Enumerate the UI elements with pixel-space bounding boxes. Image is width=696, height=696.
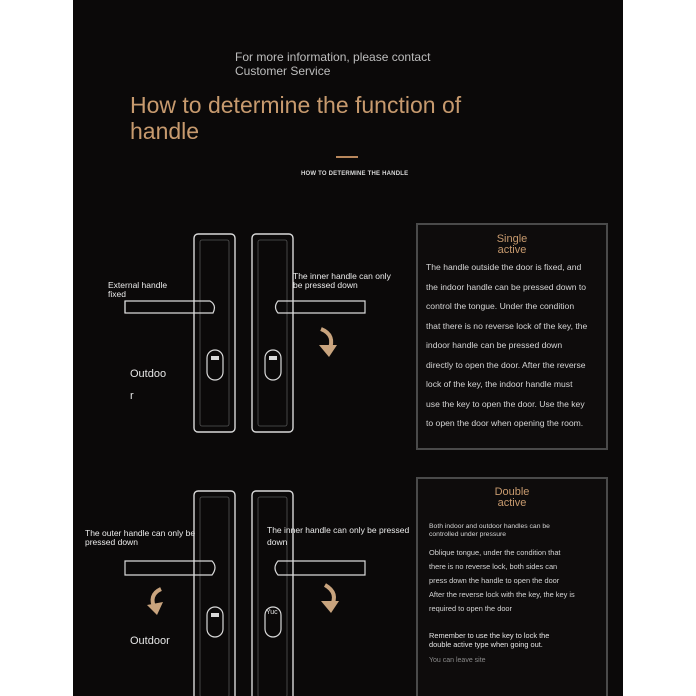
- page-subtitle: HOW TO DETERMINE THE HANDLE: [301, 171, 409, 177]
- double-desc-line: press down the handle to open the door: [429, 576, 560, 585]
- inner-handle-label: The inner handle can only be pressed down: [267, 525, 410, 547]
- outer-press-arrow-icon: [147, 589, 163, 615]
- title-divider: [336, 156, 358, 158]
- outer-handle: [125, 561, 215, 575]
- single-active-title: [418, 234, 606, 256]
- double-desc-line: Oblique tongue, under the condition that: [429, 548, 561, 557]
- outdoor-label-part-2: r: [130, 390, 134, 402]
- double-active-title-line-1: Double: [494, 486, 530, 498]
- single-active-title-line-1: Single: [496, 233, 528, 245]
- single-desc-line: lock of the key, the indoor handle must: [426, 379, 573, 389]
- single-desc-line: control the tongue. Under the condition: [426, 301, 575, 311]
- double-active-title-line-2: active: [497, 497, 527, 509]
- double-desc-line: required to open the door: [429, 604, 513, 613]
- double-active-reminder: [429, 631, 605, 649]
- single-active-illustration: [103, 225, 423, 440]
- inner-handle: [276, 301, 366, 313]
- outdoor-key-cylinder: [207, 607, 223, 637]
- external-handle: [125, 301, 214, 313]
- double-active-description: [429, 546, 605, 616]
- double-desc-line: there is no reverse lock, both sides can: [429, 562, 558, 571]
- product-detail-page: [73, 0, 623, 696]
- page-title: [130, 92, 461, 144]
- double-active-note: You can leave site: [429, 657, 486, 664]
- single-desc-line: to open the door when opening the room.: [426, 418, 584, 428]
- contact-notice: [235, 50, 430, 78]
- single-desc-line: that there is no reverse lock of the key, the: [426, 320, 588, 331]
- external-handle-label: External handle fixed: [108, 280, 168, 299]
- single-desc-line: use the key to open the door. Use the key: [426, 398, 585, 409]
- single-desc-line: indoor handle can be pressed down: [426, 340, 563, 350]
- contact-line-1: For more information, please contact: [235, 50, 431, 64]
- single-desc-line: the indoor handle can be pressed down to: [426, 281, 587, 292]
- single-desc-line: The handle outside the door is fixed, and: [426, 262, 582, 272]
- inner-handle-label: The inner handle can only be pressed down: [293, 271, 391, 290]
- double-active-panel: [416, 477, 608, 696]
- single-desc-line: directly to open the door. After the reverse: [426, 359, 586, 370]
- double-desc-line: After the reverse lock with the key, the key is: [429, 590, 575, 599]
- contact-line-2: Customer Service: [235, 64, 331, 78]
- double-active-title: [418, 487, 606, 509]
- press-down-arrow-icon: [319, 329, 337, 357]
- page-title-line-1: How to determine the function of: [130, 92, 462, 118]
- inner-press-arrow-icon: [321, 585, 339, 613]
- outdoor-label-part-1: Outdoo: [130, 368, 167, 380]
- reminder-line-2: double active type when going out.: [429, 640, 543, 649]
- outer-handle-label: The outer handle can only be pressed down: [85, 528, 196, 547]
- double-intro-line-1: Both indoor and outdoor handles can be: [429, 523, 550, 530]
- indoor-key-cylinder: [265, 350, 281, 380]
- page-title-line-2: handle: [130, 118, 200, 144]
- double-intro-line-2: controlled under pressure: [429, 531, 507, 538]
- single-active-description: [426, 258, 606, 434]
- outdoor-key-cylinder: [207, 350, 223, 380]
- cylinder-brand-text: Yuc: [266, 609, 278, 616]
- single-active-title-line-2: active: [497, 244, 527, 256]
- double-active-intro: [429, 523, 605, 539]
- single-active-panel: [416, 223, 608, 450]
- outdoor-label: Outdoor: [130, 635, 170, 647]
- reminder-line-1: Remember to use the key to lock the: [429, 631, 550, 640]
- double-active-illustration: [103, 485, 423, 696]
- inner-handle: [275, 561, 365, 575]
